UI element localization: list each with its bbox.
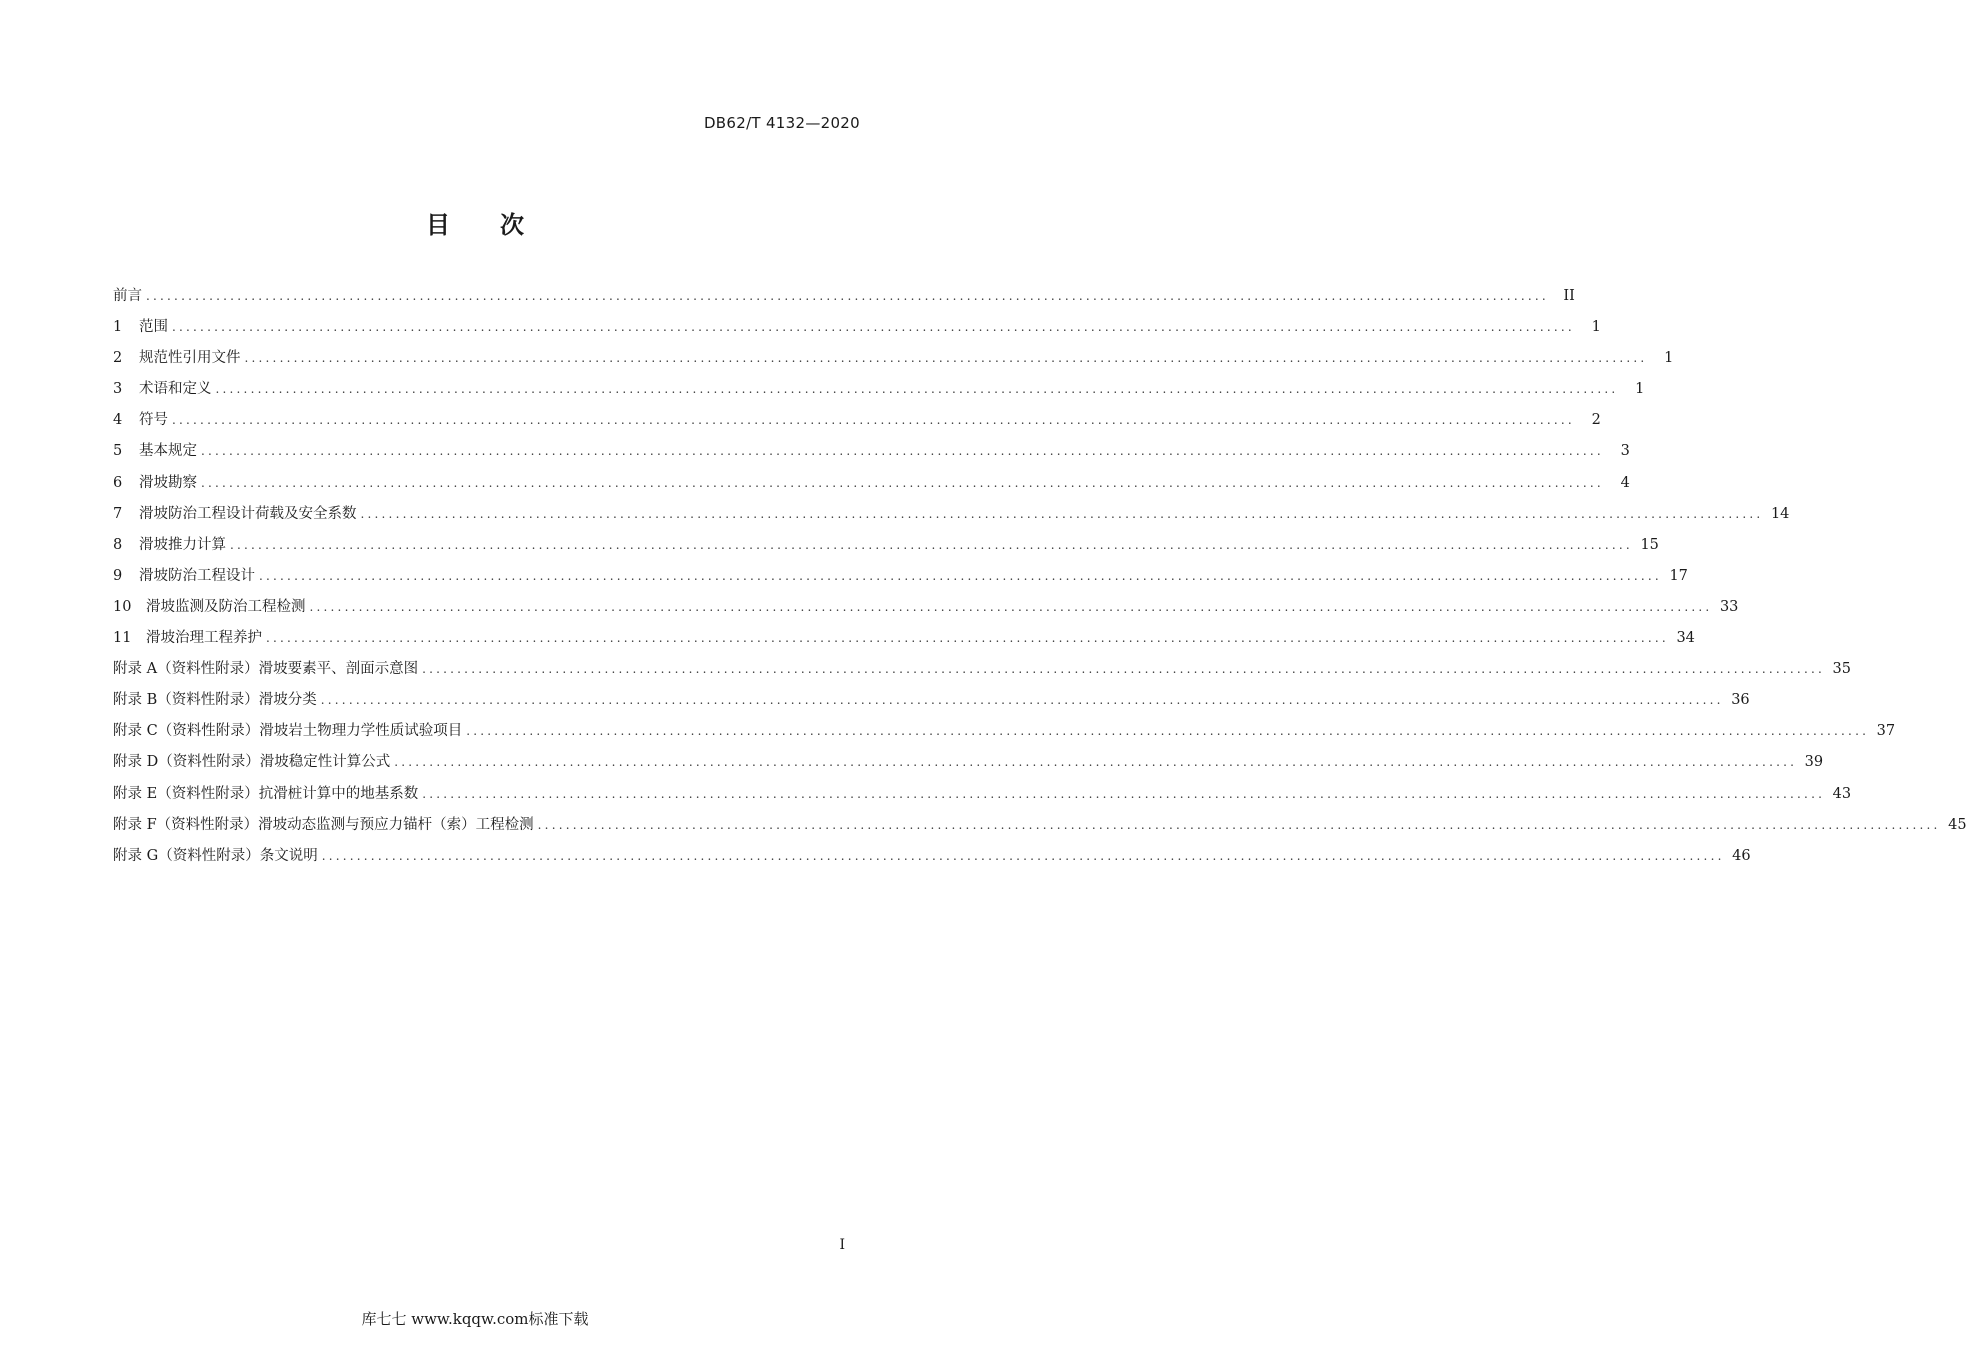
toc-entry-page: 33 (1719, 598, 1739, 615)
toc-entry-page: 1 (1664, 350, 1674, 367)
toc-entry-label: 滑坡稳定性计算公式 (259, 754, 391, 771)
toc-entry-3[interactable] (113, 377, 1645, 408)
toc-entry-page: 37 (1876, 723, 1896, 740)
standard-code: DB62/T 4132—2020 (703, 114, 860, 132)
toc-entry-number: 11 (113, 630, 132, 647)
toc-leader-dots: ........................................................................................................................................................................................................ (230, 537, 1633, 552)
toc-entry-page: 36 (1731, 692, 1750, 709)
toc-entry-7[interactable] (113, 502, 1790, 533)
toc-entry-label: 滑坡治理工程养护 (146, 630, 262, 647)
toc-entry-page: 1 (1591, 319, 1601, 336)
toc-entry-number: 3 (113, 381, 123, 398)
toc-leader-dots: ........................................................................................................................................................................................................ (172, 413, 1575, 428)
toc-leader-dots: ........................................................................................................................................................................................................ (360, 506, 1764, 521)
table-of-contents (113, 284, 1967, 875)
toc-appendix-label: 附录 A（资料性附录） (113, 661, 259, 678)
toc-leader-dots: ........................................................................................................................................................................................................ (244, 351, 1648, 366)
toc-entry-number: 7 (113, 505, 123, 522)
toc-entry-appendix-b[interactable] (113, 688, 1750, 719)
footer-watermark: 库七七 www.kqqw.com标准下载 (361, 1310, 589, 1328)
toc-entry-label: 术语和定义 (139, 381, 212, 398)
toc-leader-dots: ........................................................................................................................................................................................................ (201, 444, 1604, 459)
toc-entry-page: 46 (1732, 847, 1751, 864)
page-title (0, 205, 950, 240)
toc-entry-page: 45 (1948, 816, 1967, 833)
toc-entry-9[interactable] (113, 564, 1688, 595)
toc-entry-number: 8 (113, 536, 123, 553)
toc-entry-label: 滑坡监测及防治工程检测 (146, 598, 306, 615)
toc-entry-number: 10 (113, 598, 132, 615)
toc-entry-page: 43 (1832, 785, 1852, 802)
toc-entry-appendix-d[interactable] (113, 750, 1824, 781)
toc-appendix-label: 附录 C（资料性附录） (113, 723, 260, 740)
toc-leader-dots: ........................................................................................................................................................................................................ (537, 817, 1941, 832)
toc-entry-page: 34 (1676, 630, 1695, 647)
toc-entry-page: 39 (1804, 754, 1824, 771)
toc-entry-2[interactable] (113, 346, 1674, 377)
toc-appendix-label: 附录 G（资料性附录） (113, 847, 260, 864)
page-number: I (839, 1237, 845, 1253)
toc-entry-appendix-g[interactable] (113, 844, 1751, 875)
toc-leader-dots: ........................................................................................................................................................................................................ (266, 631, 1669, 646)
toc-entry-10[interactable] (113, 595, 1739, 626)
toc-entry-page: 1 (1635, 381, 1645, 398)
toc-leader-dots: ........................................................................................................................................................................................................ (172, 320, 1575, 335)
toc-appendix-label: 附录 F（资料性附录） (113, 816, 259, 833)
toc-entry-page: 17 (1669, 567, 1688, 584)
toc-entry-appendix-c[interactable] (113, 719, 1896, 750)
toc-entry-number: 4 (113, 412, 123, 429)
toc-entry-8[interactable] (113, 533, 1659, 564)
toc-entry-foreword[interactable] (113, 284, 1575, 315)
toc-entry-label: 抗滑桩计算中的地基系数 (258, 785, 419, 802)
toc-leader-dots: ........................................................................................................................................................................................................ (422, 786, 1826, 801)
toc-appendix-label: 附录 E（资料性附录） (113, 785, 259, 802)
toc-entry-appendix-f[interactable] (113, 813, 1967, 844)
toc-entry-5[interactable] (113, 439, 1630, 470)
toc-entry-4[interactable] (113, 408, 1601, 439)
toc-entry-number: 6 (113, 474, 123, 491)
toc-entry-1[interactable] (113, 315, 1601, 346)
toc-entry-page: 4 (1620, 474, 1630, 491)
toc-entry-appendix-a[interactable] (113, 657, 1851, 688)
toc-entry-label: 规范性引用文件 (139, 350, 241, 367)
toc-entry-number: 1 (113, 319, 123, 336)
toc-entry-label: 范围 (139, 319, 168, 336)
toc-entry-label: 条文说明 (259, 847, 318, 864)
title-char-1: 目 (426, 211, 450, 239)
toc-leader-dots: ........................................................................................................................................................................................................ (394, 755, 1798, 770)
toc-entry-11[interactable] (113, 626, 1695, 657)
toc-entry-label: 滑坡分类 (258, 692, 317, 709)
toc-entry-page: 2 (1591, 412, 1601, 429)
toc-entry-label: 滑坡防治工程设计 (139, 567, 255, 584)
toc-leader-dots: ........................................................................................................................................................................................................ (201, 475, 1604, 490)
toc-appendix-label: 附录 D（资料性附录） (113, 754, 260, 771)
toc-entry-page: II (1563, 288, 1575, 304)
toc-leader-dots: ........................................................................................................................................................................................................ (259, 568, 1662, 583)
toc-entry-label: 基本规定 (139, 443, 197, 460)
toc-leader-dots: ........................................................................................................................................................................................................ (422, 662, 1825, 677)
title-char-2: 次 (500, 211, 524, 239)
toc-leader-dots: ........................................................................................................................................................................................................ (215, 382, 1619, 397)
toc-entry-label: 滑坡防治工程设计荷载及安全系数 (139, 505, 357, 522)
toc-appendix-label: 附录 B（资料性附录） (113, 692, 259, 709)
toc-entry-6[interactable] (113, 471, 1630, 502)
toc-entry-label: 滑坡动态监测与预应力锚杆（索）工程检测 (258, 816, 534, 833)
toc-entry-number: 9 (113, 567, 123, 584)
toc-entry-page: 35 (1832, 661, 1851, 678)
toc-leader-dots: ........................................................................................................................................................................................................ (146, 289, 1549, 303)
toc-entry-label: 滑坡要素平、剖面示意图 (258, 661, 419, 678)
toc-entry-appendix-e[interactable] (113, 782, 1852, 813)
toc-entry-label: 前言 (113, 288, 142, 304)
toc-entry-label: 滑坡勘察 (139, 474, 197, 491)
toc-leader-dots: ........................................................................................................................................................................................................ (466, 724, 1870, 739)
toc-entry-number: 5 (113, 443, 123, 460)
toc-entry-number: 2 (113, 350, 123, 367)
toc-leader-dots: ........................................................................................................................................................................................................ (321, 848, 1725, 863)
toc-entry-page: 15 (1640, 536, 1659, 553)
toc-leader-dots: ........................................................................................................................................................................................................ (320, 693, 1724, 708)
toc-entry-label: 符号 (139, 412, 168, 429)
toc-entry-page: 3 (1620, 443, 1630, 460)
toc-entry-label: 滑坡推力计算 (139, 536, 226, 553)
toc-leader-dots: ........................................................................................................................................................................................................ (309, 599, 1713, 614)
toc-entry-label: 滑坡岩土物理力学性质试验项目 (259, 723, 463, 740)
toc-entry-page: 14 (1770, 505, 1790, 522)
